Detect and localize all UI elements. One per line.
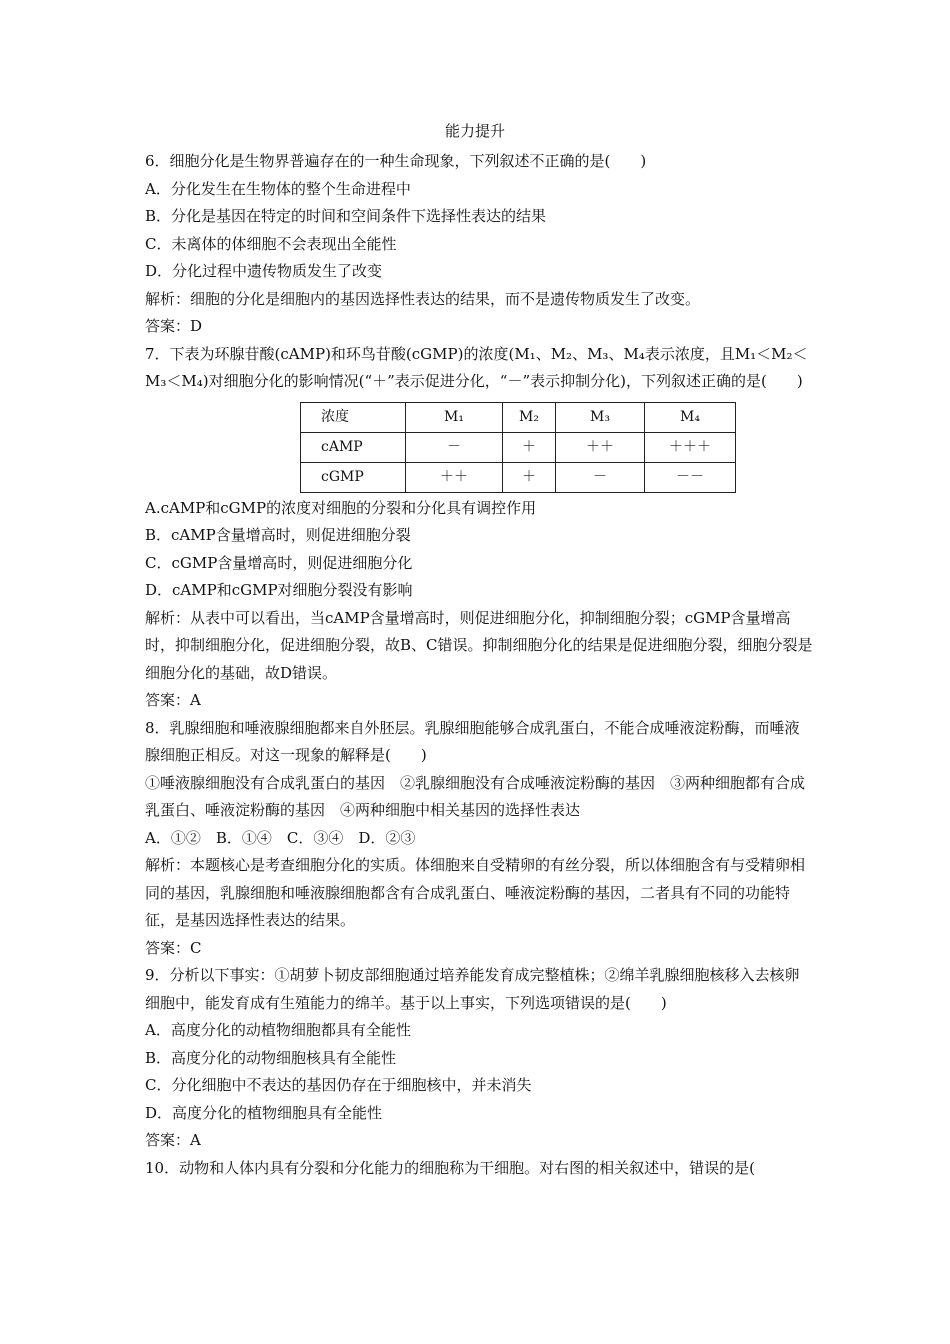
question-6-option-a: A．分化发生在生物体的整个生命进程中 xyxy=(145,179,411,198)
table-cell: cAMP xyxy=(301,432,406,462)
question-6-option-c: C．未离体的体细胞不会表现出全能性 xyxy=(145,234,397,253)
question-7-analysis: 解析：从表中可以看出，当cAMP含量增高时，则促进细胞分化，抑制细胞分裂；cGMP含量增高时，抑制细胞分化，促进细胞分裂，故B、C错误。抑制细胞分化的结果是促进细胞分裂，细胞分裂是细胞分化的基础，故D错误。 xyxy=(145,608,813,682)
table-cell: － xyxy=(406,432,503,462)
table-header-cell: M₁ xyxy=(406,402,503,432)
table-row xyxy=(301,462,736,492)
table-cell: － xyxy=(556,462,645,492)
question-8-answer: 答案：C xyxy=(145,938,202,957)
question-9-option-a: A．高度分化的动植物细胞都具有全能性 xyxy=(145,1021,411,1039)
table-row xyxy=(301,432,736,462)
question-6-option-b: B．分化是基因在特定的时间和空间条件下选择性表达的结果 xyxy=(145,207,547,225)
table-cell: ＋＋ xyxy=(556,432,645,462)
question-6-stem: 6．细胞分化是生物界普遍存在的一种生命现象，下列叙述不正确的是( ) xyxy=(145,152,647,170)
question-7-option-b: B．cAMP含量增高时，则促进细胞分裂 xyxy=(145,526,411,544)
table-header-cell: 浓度 xyxy=(301,402,406,432)
question-6-analysis: 解析：细胞的分化是细胞内的基因选择性表达的结果，而不是遗传物质发生了改变。 xyxy=(145,289,701,308)
table-header-cell: M₃ xyxy=(556,402,645,432)
table-cell: ＋ xyxy=(503,462,556,492)
question-6-answer: 答案：D xyxy=(145,317,203,335)
table-cell: ＋ xyxy=(503,432,556,462)
question-6-option-d: D．分化过程中遗传物质发生了改变 xyxy=(145,262,383,280)
question-7-option-a: A.cAMP和cGMP的浓度对细胞的分裂和分化具有调控作用 xyxy=(145,498,537,517)
table-header-cell: M₂ xyxy=(503,402,556,432)
question-9-option-c: C．分化细胞中不表达的基因仍存在于细胞核中，并未消失 xyxy=(145,1076,532,1094)
question-8-analysis: 解析：本题核心是考查细胞分化的实质。体细胞来自受精卵的有丝分裂，所以体细胞含有与受精卵相同的基因，乳腺细胞和唾液腺细胞都含有合成乳蛋白、唾液淀粉酶的基因，二者具有不同的功能特征，是基因选择性表达的结果。 xyxy=(145,856,806,929)
question-9-stem: 9．分析以下事实：①胡萝卜韧皮部细胞通过培养能发育成完整植株；②绵羊乳腺细胞核移入去核卵细胞中，能发育成有生殖能力的绵羊。基于以上事实，下列选项错误的是( ) xyxy=(145,966,800,1012)
concentration-table xyxy=(300,402,736,493)
table-cell: －－ xyxy=(645,462,736,492)
question-9-option-b: B．高度分化的动物细胞核具有全能性 xyxy=(145,1048,397,1067)
table-header-cell: M₄ xyxy=(645,402,736,432)
question-7-option-d: D．cAMP和cGMP对细胞分裂没有影响 xyxy=(145,581,413,599)
table-cell: ＋＋＋ xyxy=(645,432,736,462)
question-8-choices: ①唾液腺细胞没有合成乳蛋白的基因 ②乳腺细胞没有合成唾液淀粉酶的基因 ③两种细胞都有合成乳蛋白、唾液淀粉酶的基因 ④两种细胞中相关基因的选择性表达 xyxy=(145,773,806,819)
table-header-row xyxy=(301,402,736,432)
question-9-answer: 答案：A xyxy=(145,1131,201,1149)
table-cell: cGMP xyxy=(301,462,406,492)
question-7-answer: 答案：A xyxy=(145,691,201,709)
question-content xyxy=(145,148,813,1182)
question-10-stem: 10．动物和人体内具有分裂和分化能力的细胞称为干细胞。对右图的相关叙述中，错误的是( xyxy=(145,1158,755,1177)
question-7-stem: 7．下表为环腺苷酸(cAMP)和环鸟苷酸(cGMP)的浓度(M₁、M₂、M₃、M₄表示浓度，且M₁＜M₂＜M₃＜M₄)对细胞分化的影响情况(“＋”表示促进分化，“－”表示抑制分化)，下列叙述正确的是( ) xyxy=(145,344,808,390)
question-9-option-d: D．高度分化的植物细胞具有全能性 xyxy=(145,1103,383,1122)
question-8-options: A．①② B．①④ C．③④ D．②③ xyxy=(145,828,416,847)
question-7-option-c: C．cGMP含量增高时，则促进细胞分化 xyxy=(145,553,413,572)
section-title: 能力提升 xyxy=(444,122,505,140)
table-cell: ＋＋ xyxy=(406,462,503,492)
question-8-stem: 8．乳腺细胞和唾液腺细胞都来自外胚层。乳腺细胞能够合成乳蛋白，不能合成唾液淀粉酶，而唾液腺细胞正相反。对这一现象的解释是( ) xyxy=(145,718,800,764)
